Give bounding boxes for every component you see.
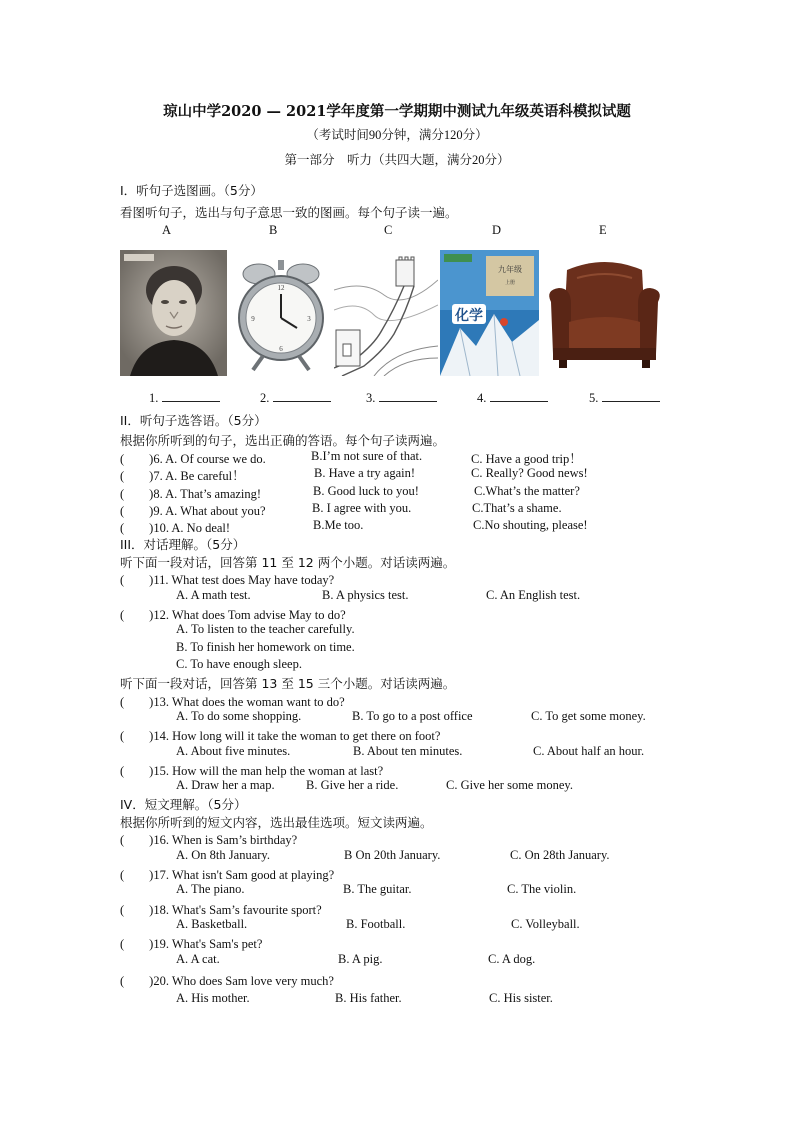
exam-info: （考试时间90分钟，满分120分）: [306, 128, 488, 142]
picture-letter-c: C: [384, 223, 393, 237]
answer-blank-3[interactable]: 3.: [366, 391, 437, 406]
book-grade-text: 九年级: [498, 265, 522, 274]
q12-option-c: C. To have enough sleep.: [176, 657, 302, 671]
section3-instruction-2: 听下面一段对话，回答第 13 至 15 三个小题。对话读两遍。: [120, 676, 456, 691]
q11-option-b: B. A physics test.: [322, 588, 409, 602]
answer-blank-2[interactable]: 2.: [260, 391, 331, 406]
q16-option-c: C. On 28th January.: [510, 848, 610, 862]
section1-heading: I．听句子选图画。（5分）: [120, 183, 263, 198]
section1-instruction: 看图听句子，选出与句子意思一致的图画。每个句子读一遍。: [120, 205, 458, 220]
section4-heading: IV．短文理解。（5分）: [120, 797, 247, 812]
portrait-picture: [120, 250, 227, 376]
q19-option-b: B. A pig.: [338, 952, 383, 966]
q11-option-a: A. A math test.: [176, 588, 251, 602]
book-title-text: 化学: [455, 308, 483, 324]
q15-option-c: C. Give her some money.: [446, 778, 573, 792]
part-title: 第一部分 听力（共四大题，满分20分）: [284, 153, 510, 167]
question-18: ( )18. What's Sam’s favourite sport?: [120, 903, 322, 917]
answer-blank-4[interactable]: 4.: [477, 391, 548, 406]
q13-option-a: A. To do some shopping.: [176, 709, 302, 723]
q18-option-b: B. Football.: [346, 917, 406, 931]
book-volume-text: 上册: [504, 280, 516, 286]
q14-option-a: A. About five minutes.: [176, 744, 291, 758]
question-17: ( )17. What isn't Sam good at playing?: [120, 868, 335, 882]
question-15: ( )15. How will the man help the woman at last?: [120, 764, 384, 778]
answer-blank-1[interactable]: 1.: [149, 391, 220, 406]
q15-option-a: A. Draw her a map.: [176, 778, 275, 792]
answer-blank-5[interactable]: 5.: [589, 391, 660, 406]
question-11: ( )11. What test does May have today?: [120, 573, 335, 587]
svg-text:12: 12: [277, 284, 285, 292]
question-20: ( )20. Who does Sam love very much?: [120, 974, 334, 988]
q20-option-c: C. His sister.: [489, 991, 553, 1005]
chemistry-book-picture: [440, 250, 539, 376]
q16-option-b: B On 20th January.: [344, 848, 441, 862]
armchair-picture: [541, 250, 668, 376]
q17-option-c: C. The violin.: [507, 882, 577, 896]
great-wall-picture: [334, 250, 438, 376]
q12-option-b: B. To finish her homework on time.: [176, 640, 355, 654]
question-13: ( )13. What does the woman want to do?: [120, 695, 345, 709]
page-title: 琼山中学2020 — 2021学年度第一学期期中测试九年级英语科模拟试题: [163, 103, 631, 120]
q17-option-b: B. The guitar.: [343, 882, 412, 896]
section3-heading: III．对话理解。（5分）: [120, 537, 246, 552]
q13-option-c: C. To get some money.: [531, 709, 646, 723]
q14-option-c: C. About half an hour.: [533, 744, 645, 758]
question-16: ( )16. When is Sam’s birthday?: [120, 833, 298, 847]
q18-option-c: C. Volleyball.: [511, 917, 580, 931]
q19-option-a: A. A cat.: [176, 952, 220, 966]
section2-instruction: 根据你所听到的句子，选出正确的答语。每个句子读两遍。: [120, 433, 446, 448]
svg-text:9: 9: [251, 315, 255, 323]
section2-heading: II．听句子选答语。（5分）: [120, 413, 267, 428]
q17-option-a: A. The piano.: [176, 882, 245, 896]
question-14: ( )14. How long will it take the woman to get there on foot?: [120, 729, 441, 743]
picture-letter-d: D: [492, 223, 502, 237]
question-12: ( )12. What does Tom advise May to do?: [120, 608, 346, 622]
section3-instruction-1: 听下面一段对话，回答第 11 至 12 两个小题。对话读两遍。: [120, 555, 456, 570]
picture-letter-e: E: [599, 223, 607, 237]
q19-option-c: C. A dog.: [488, 952, 536, 966]
svg-text:6: 6: [279, 345, 283, 353]
q14-option-b: B. About ten minutes.: [353, 744, 463, 758]
q13-option-b: B. To go to a post office: [352, 709, 473, 723]
q18-option-a: A. Basketball.: [176, 917, 248, 931]
svg-text:3: 3: [307, 315, 311, 323]
picture-letter-b: B: [269, 223, 278, 237]
alarm-clock-picture: [229, 250, 332, 376]
q20-option-a: A. His mother.: [176, 991, 250, 1005]
section4-instruction: 根据你所听到的短文内容，选出最佳选项。短文读两遍。: [120, 815, 433, 830]
question-19: ( )19. What's Sam's pet?: [120, 937, 263, 951]
picture-letter-a: A: [162, 223, 172, 237]
q11-option-c: C. An English test.: [486, 588, 581, 602]
q20-option-b: B. His father.: [335, 991, 402, 1005]
q16-option-a: A. On 8th January.: [176, 848, 270, 862]
q12-option-a: A. To listen to the teacher carefully.: [176, 622, 355, 636]
q15-option-b: B. Give her a ride.: [306, 778, 399, 792]
